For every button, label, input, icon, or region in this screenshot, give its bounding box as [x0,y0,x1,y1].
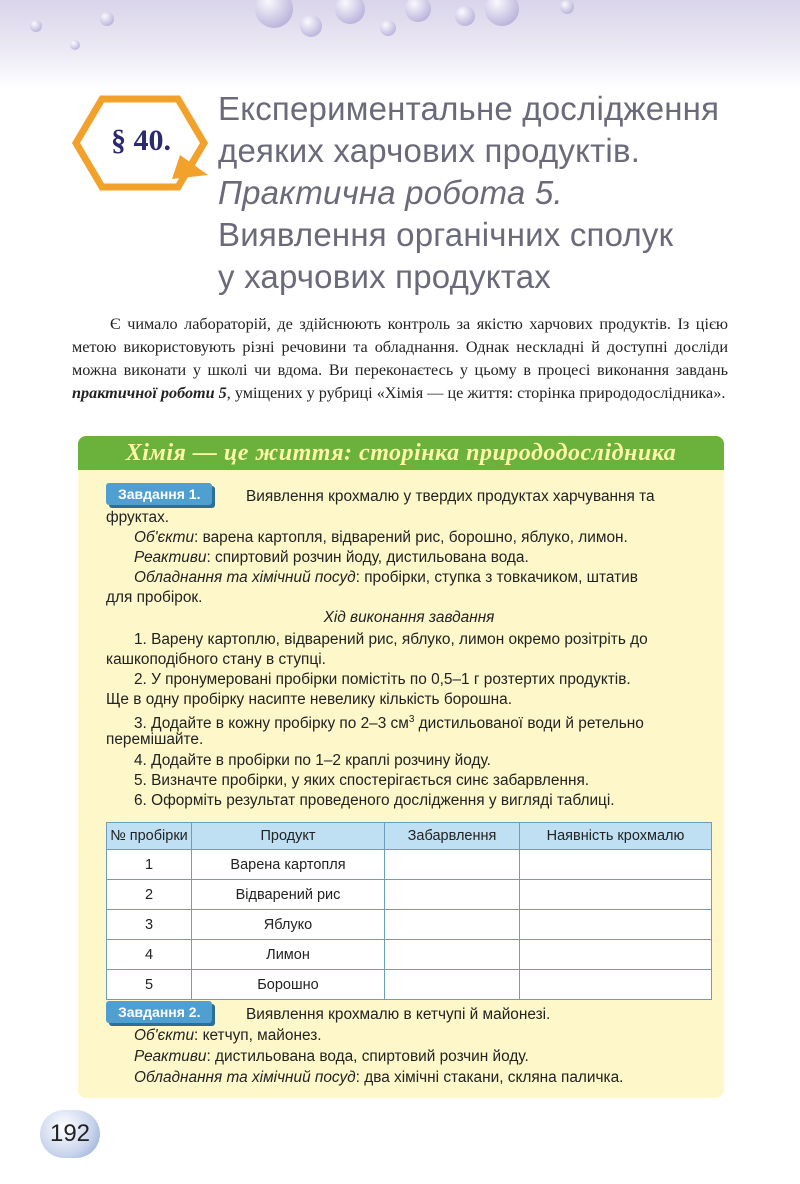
title-line: Практична робота 5. [218,174,563,211]
step-line: 4. Додайте в пробірки по 1–2 краплі розчину йоду. [134,752,491,769]
table-row [107,910,712,940]
bubble-decoration [100,12,114,26]
step-line: 2. У пронумеровані пробірки помістіть по 0,5–1 г розтертих продуктів. [134,671,631,688]
page-number: 192 [40,1110,100,1158]
bubble-decoration [30,20,42,32]
table-cell [520,880,712,910]
step-line: кашкоподібного стану в ступці. [106,651,326,668]
bubble-decoration [405,0,431,22]
objects-text: : варена картопля, відварений рис, борошно, яблуко, лимон. [194,529,628,546]
objects-text: : кетчуп, майонез. [194,1027,322,1044]
title-line: у харчових продуктах [218,258,551,295]
intro-line: Однак нескладні й доступні досліди можна виконати у школі чи вдома. Ви [72,338,728,379]
bubble-decoration [70,40,80,50]
step-line: 6. Оформіть результат проведеного дослідження у вигляді таблиці. [134,792,615,809]
task-2-label: Завдання 2. [106,1001,212,1023]
table-cell: 5 [107,970,192,1000]
equipment-label: Обладнання та хімічний посуд [134,1069,356,1086]
task-1-equipment: для пробірок. [106,589,203,606]
table-row [107,880,712,910]
column-header: Наявність крохмалю [520,823,712,850]
table-cell: Відварений рис [192,880,385,910]
page-title [218,88,778,298]
table-row [107,850,712,880]
task-1-text: Виявлення крохмалю у твердих продуктах харчування та [246,488,655,505]
intro-paragraph [72,313,728,405]
intro-tail: , [226,384,231,402]
intro-line: уміщених у рубриці «Хімія — це життя: сторінка природодослідника». [234,384,726,402]
step-line: 1. Варену картоплю, відварений рис, яблуко, лимон окремо розітріть до [134,631,648,648]
table-cell [520,970,712,1000]
table-cell: 1 [107,850,192,880]
step-line [134,710,644,734]
task-2-objects [134,1026,322,1046]
table-cell [385,940,520,970]
step-3-sup: 3 [408,714,415,725]
step-3-tail: дистильованої води й ретельно [414,715,644,733]
objects-label: Об'єкти [134,529,195,546]
header-decoration [0,0,800,90]
section-number: § 40. [111,124,171,157]
bubble-decoration [255,0,293,28]
table-cell [520,910,712,940]
intro-line: Є чимало лабораторій, де здійснюють контроль за якістю харчових [110,315,593,333]
table-header-row [107,823,712,850]
table-cell: Лимон [192,940,385,970]
table-cell [385,970,520,1000]
intro-line: переконаєтесь у цьому в процесі виконання завдань [354,361,728,379]
table-cell [385,850,520,880]
table-cell [520,940,712,970]
results-table [106,822,712,1000]
bubble-decoration [300,15,322,37]
task-1-text: фруктах. [106,509,170,526]
reagents-label: Реактиви [134,549,207,566]
title-line: Виявлення органічних сполук [218,216,674,253]
table-cell: 2 [107,880,192,910]
table-cell: 4 [107,940,192,970]
task-1-label: Завдання 1. [106,483,212,505]
procedure-title-text: Хід виконання завдання [323,609,495,626]
table-row [107,970,712,1000]
table-cell: Борошно [192,970,385,1000]
table-cell [520,850,712,880]
equipment-text: : пробірки, ступка з товкачиком, штатив [355,569,638,586]
bubble-decoration [380,20,396,36]
task-1-reagents [134,548,529,568]
step-line: Ще в одну пробірку насипте невелику кількість борошна. [106,691,512,708]
table-cell: Варена картопля [192,850,385,880]
procedure-title [106,608,712,628]
step-line: перемішайте. [106,731,204,748]
column-header: № пробірки [107,823,192,850]
bubble-decoration [485,0,519,26]
task-2-reagents [134,1047,529,1067]
objects-label: Об'єкти [134,1027,195,1044]
task-2-text: Виявлення крохмалю в кетчупі й майонезі. [246,1006,551,1023]
column-header: Продукт [192,823,385,850]
title-line: Експериментальне дослідження [218,90,720,127]
intro-line: продуктів. Із цією метою використовують різні речовини та обладнання. [72,315,728,356]
reagents-label: Реактиви [134,1048,207,1065]
step-line: 5. Визначте пробірки, у яких спостерігається синє забарвлення. [134,772,590,789]
table-cell [385,910,520,940]
task-2-equipment [134,1068,623,1088]
task-1-equipment [134,568,638,588]
step-3-text: 3. Додайте в кожну пробірку по 2–3 см [134,715,409,733]
intro-emphasis: практичної роботи 5 [72,384,227,402]
task-1-objects [134,528,628,548]
equipment-text: : два хімічні стакани, скляна паличка. [355,1069,624,1086]
table-row [107,940,712,970]
bubble-decoration [560,0,574,14]
rubric-title: Хімія — це життя: сторінка природодослідника [125,440,677,466]
bubble-decoration [455,6,475,26]
column-header: Забарвлення [385,823,520,850]
title-line: деяких харчових продуктів. [218,132,641,169]
reagents-text: : спиртовий розчин йоду, дистильована вода. [206,549,529,566]
equipment-label: Обладнання та хімічний посуд [134,569,356,586]
reagents-text: : дистильована вода, спиртовий розчин йоду. [206,1048,529,1065]
table-cell: Яблуко [192,910,385,940]
bubble-decoration [335,0,365,24]
table-cell [385,880,520,910]
table-cell: 3 [107,910,192,940]
